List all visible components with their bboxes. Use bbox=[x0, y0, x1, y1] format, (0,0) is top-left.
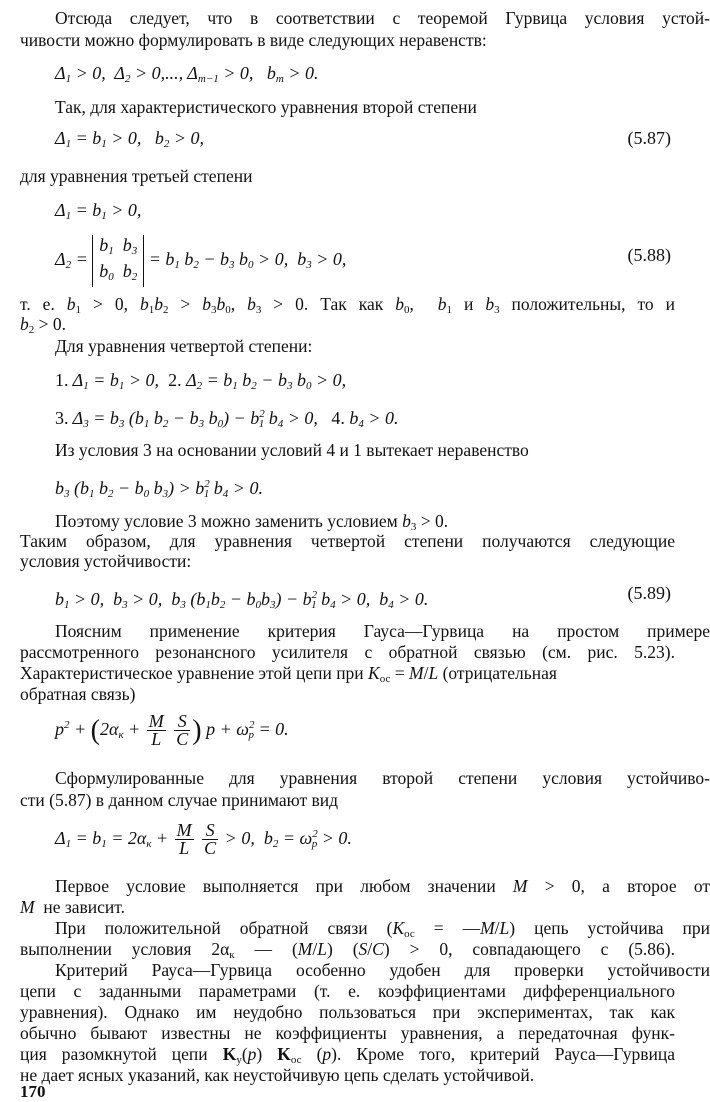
fourth-degree-conditions-1-2: 1. $\Delta_1 = b_1 > 0$, 2. $\Delta_2 = b_1$ $b_2 - b_3$ $b_0 > 0$, bbox=[55, 370, 347, 392]
equation-number: (5.88) bbox=[627, 245, 671, 265]
paragraph-line: выполнении условия $2\alpha_к$ — (M/L) (S/C) > 0, совпадающего с (5.86). bbox=[20, 939, 676, 961]
paragraph-line: сти (5.87) в данном случае принимают вид bbox=[20, 790, 339, 810]
equation-third-degree-determinant: $\Delta_2 = b_1$ $b_3$ $b_0$ $b_2 = b_1$ $b_2 - b_3$ $b_0 > 0$, $b_3 > 0$, bbox=[55, 235, 346, 287]
example-stability-conditions: $\Delta_1 = b_1 = 2\alpha_к$ + $\frac{M}{L}$ $\frac{S}{C}$ > 0, $b_2 = \omega^2_р > 0$. bbox=[55, 820, 352, 859]
paragraph-line: цепи с заданными параметрами (т. е. коэффициентами дифференциального bbox=[20, 981, 675, 1001]
fourth-degree-stability-conditions: $b_1 > 0$, $b_3 > 0$, $b_3$ $(b_1b_2 - b_0b_3) - b^2_1$ $b_4 > 0$, $b_4 > 0$. bbox=[55, 589, 429, 611]
paragraph-line: Таким образом, для уравнения четвертой степени получаются следующие bbox=[20, 531, 675, 551]
paragraph-line: рассмотренного резонансного усилителя с обратной связью (см. рис. 5.23). bbox=[20, 642, 675, 662]
paragraph-line: Из условия 3 на основании условий 4 и 1 вытекает неравенство bbox=[55, 440, 529, 460]
paragraph-line: Критерий Рауса—Гурвица особенно удобен для проверки устойчивости bbox=[55, 960, 710, 980]
equation-number: (5.89) bbox=[627, 583, 671, 603]
paragraph-line: Характеристическое уравнение этой цепи при $K_{ос} = M/L$ (отрицательная bbox=[20, 663, 557, 685]
derived-inequality: $b_3$ ($b_1$ $b_2 - b_0$ $b_3) > b^2_1$ $b_4 > 0$. bbox=[55, 478, 263, 500]
paragraph-line: т. е. $b_1 > 0$, $b_1b_2 > b_3b_0$, $b_3 > 0$. Так как $b_0$, $b_1$ и $b_3$ положительны, то и bbox=[20, 294, 676, 316]
paragraph-line: не дает ясных указаний, как неустойчивую цепь сделать устойчивой. bbox=[20, 1065, 535, 1085]
determinant-2x2: $b_1$ $b_3$ $b_0$ $b_2$ bbox=[92, 235, 144, 287]
equation-number: (5.87) bbox=[627, 128, 671, 148]
hurwitz-inequalities: $\Delta_1 > 0$, $\Delta_2 > 0$,..., $\Delta_{m-1} > 0$, $b_m > 0$. bbox=[55, 63, 319, 85]
paragraph-line: Поэтому условие 3 можно заменить условием $b_3 > 0$. bbox=[55, 511, 449, 533]
paragraph-line: Сформулированные для уравнения второй степени условия устойчиво- bbox=[55, 768, 710, 788]
equation-second-degree: $\Delta_1 = b_1 > 0$, $b_2 > 0$, bbox=[55, 128, 205, 150]
paragraph-line: обратная связь) bbox=[20, 684, 136, 704]
paragraph-line: ция разомкнутой цепи $K_у(p)$ $K_{ос}$ (p). Кроме того, критерий Рауса—Гурвица bbox=[20, 1044, 676, 1066]
paragraph-line: Первое условие выполняется при любом значении M > 0, а второе от bbox=[55, 876, 710, 896]
paragraph-line: Отсюда следует, что в соответствии с теоремой Гурвица условия устой- bbox=[55, 8, 710, 28]
paragraph-line: уравнения). Однако им неудобно пользоваться при экспериментах, так как bbox=[20, 1002, 675, 1022]
paragraph-line: M не зависит. bbox=[20, 897, 125, 917]
fourth-degree-conditions-3-4: 3. $\Delta_3 = b_3$ ($b_1$ $b_2 - b_3$ $b_0) - b^2_1$ $b_4 > 0$, 4. $b_4 > 0$. bbox=[55, 408, 399, 430]
paragraph-line: Поясним применение критерия Гауса—Гурвица на простом примере bbox=[55, 621, 710, 641]
paragraph-line: Так, для характеристического уравнения второй степени bbox=[55, 97, 477, 117]
paragraph-line: При положительной обратной связи ($K_{ос}$ = —M/L) цепь устойчива при bbox=[55, 918, 710, 940]
paragraph-line: условия устойчивости: bbox=[20, 551, 192, 571]
paragraph-line: Для уравнения четвертой степени: bbox=[55, 336, 313, 356]
paragraph-line: для уравнения третьей степени bbox=[20, 166, 253, 186]
paragraph-line: $b_2 > 0$. bbox=[20, 314, 66, 336]
paragraph-line: чивости можно формулировать в виде следующих неравенств: bbox=[20, 30, 487, 50]
page-number: 170 bbox=[20, 1082, 46, 1101]
equation-third-degree-a: $\Delta_1 = b_1 > 0$, bbox=[55, 200, 142, 222]
paragraph-line: обычно бывают известны не коэффициенты уравнения, а передаточная функ- bbox=[20, 1023, 675, 1043]
characteristic-equation: $p^2 + (2\alpha_к$ + $\frac{M}{L}$ $\frac{S}{C}$ ) $p + \omega^2_р = 0$. bbox=[55, 711, 289, 750]
